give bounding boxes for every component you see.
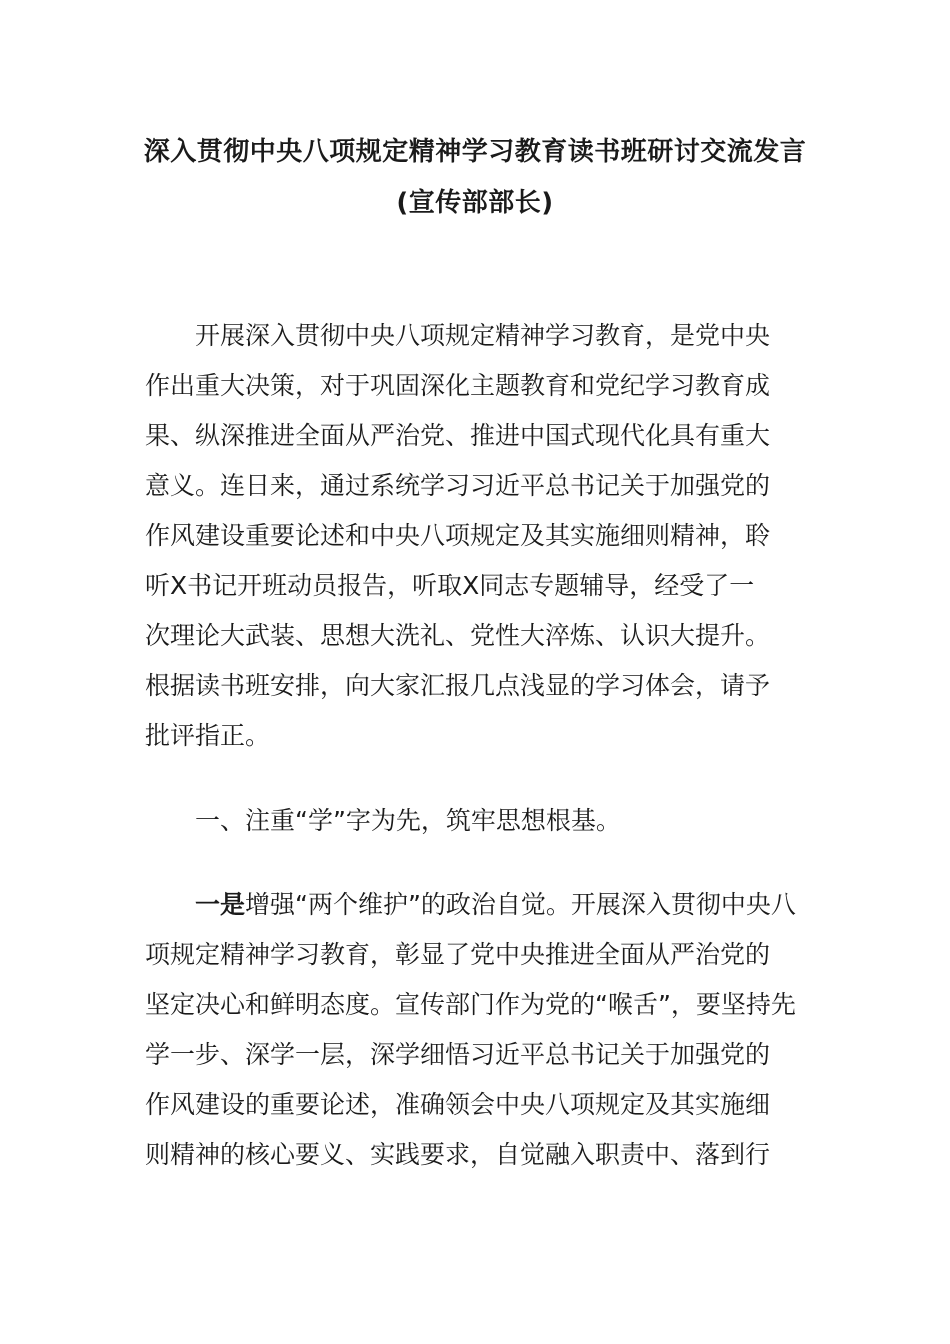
- point-line: 作风建设的重要论述，准确领会中央八项规定及其实施细: [145, 1090, 771, 1119]
- intro-line: 作风建设重要论述和中央八项规定及其实施细则精神，聆: [145, 521, 771, 550]
- document-subtitle: (宣传部部长): [396, 188, 554, 218]
- point-first-line: [145, 880, 805, 930]
- intro-line: 果、纵深推进全面从严治党、推进中国式现代化具有重大: [145, 421, 771, 450]
- intro-line: 开展深入贯彻中央八项规定精神学习教育，是党中央: [195, 321, 771, 350]
- section-heading-paragraph: [145, 796, 805, 846]
- intro-line: 根据读书班安排，向大家汇报几点浅显的学习体会，请予: [145, 671, 771, 700]
- point-line: 则精神的核心要义、实践要求，自觉融入职责中、落到行: [145, 1140, 771, 1169]
- point-paragraph: [145, 880, 805, 1180]
- intro-line: 作出重大决策，对于巩固深化主题教育和党纪学习教育成: [145, 371, 771, 400]
- point-line: 项规定精神学习教育，彰显了党中央推进全面从严治党的: [145, 940, 771, 969]
- intro-line: 听X书记开班动员报告，听取X同志专题辅导，经受了一: [145, 571, 755, 600]
- point-line: 学一步、深学一层，深学细悟习近平总书记关于加强党的: [145, 1040, 771, 1069]
- point-line: 增强“两个维护”的政治自觉。开展深入贯彻中央八: [245, 890, 796, 919]
- intro-line: 次理论大武装、思想大洗礼、党性大淬炼、认识大提升。: [145, 621, 771, 650]
- point-label: 一是: [195, 890, 246, 919]
- intro-line: 意义。连日来，通过系统学习习近平总书记关于加强党的: [145, 471, 771, 500]
- intro-paragraph: [145, 311, 805, 761]
- intro-line: 批评指正。: [145, 721, 271, 750]
- point-line: 坚定决心和鲜明态度。宣传部门作为党的“喉舌”，要坚持先: [145, 990, 796, 1019]
- document-title: 深入贯彻中央八项规定精神学习教育读书班研讨交流发言: [143, 137, 807, 167]
- section-heading: 一、注重“学”字为先，筑牢思想根基。: [195, 806, 621, 835]
